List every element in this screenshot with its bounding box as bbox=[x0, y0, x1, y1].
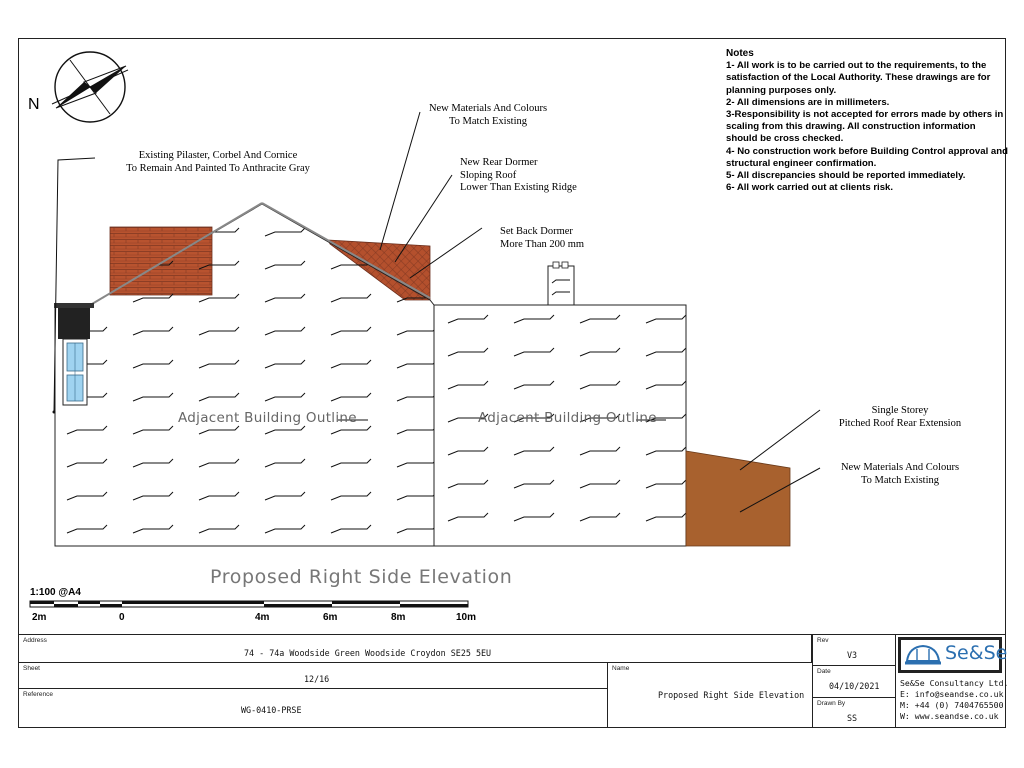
outline-label-right: Adjacent Building Outline bbox=[478, 410, 657, 426]
note-item: 3-Responsibility is not accepted for errors made by others in scaling from this drawing. All construction information should be cross checked. bbox=[726, 109, 1004, 145]
elevation-title: Proposed Right Side Elevation bbox=[210, 566, 513, 588]
note-item: 5- All discrepancies should be reported immediately. bbox=[726, 170, 966, 182]
callout-dormer bbox=[460, 157, 577, 195]
reference-label: Reference bbox=[23, 691, 53, 698]
callout-line: New Rear Dormer bbox=[460, 157, 538, 168]
company-phone: M: +44 (0) 7404765500 bbox=[900, 700, 1004, 710]
scale-tick-label: 10m bbox=[456, 612, 477, 623]
north-label: N bbox=[28, 96, 40, 113]
drawn-label: Drawn By bbox=[817, 700, 846, 707]
company-web: W: www.seandse.co.uk bbox=[900, 711, 999, 721]
name-cell bbox=[607, 662, 813, 728]
callout-line: To Remain And Painted To Anthracite Gray bbox=[126, 162, 310, 174]
company-name: Se&Se Consultancy Ltd. bbox=[900, 678, 1009, 688]
sheet-label: Sheet bbox=[23, 665, 40, 672]
callout-line: To Match Existing bbox=[448, 115, 527, 127]
rev-label: Rev bbox=[817, 637, 829, 644]
outline-label-left: Adjacent Building Outline bbox=[178, 410, 357, 426]
scale-tick-label: 4m bbox=[255, 612, 270, 623]
callout-line: Single Storey bbox=[871, 405, 929, 416]
reference-cell bbox=[18, 688, 608, 728]
note-item: 4- No construction work before Building Control approval and structural engineer confirmation. bbox=[726, 145, 1008, 169]
scale-tick-label: 8m bbox=[391, 612, 406, 623]
reference-value: WG-0410-PRSE bbox=[241, 705, 302, 715]
title-block bbox=[18, 634, 1009, 728]
callout-pilaster bbox=[100, 150, 336, 175]
logo-text: Se&Se bbox=[945, 642, 1008, 664]
name-label: Name bbox=[612, 665, 630, 672]
drawn-value: SS bbox=[847, 713, 858, 723]
callout-line: Set Back Dormer bbox=[500, 226, 573, 237]
callout-line: More Than 200 mm bbox=[500, 238, 585, 250]
company-logo bbox=[898, 637, 1008, 673]
callout-line: Sloping Roof bbox=[460, 169, 517, 181]
scale-tick-label: 2m bbox=[32, 612, 47, 623]
drawn-cell bbox=[812, 697, 896, 728]
callout-line: Existing Pilaster, Corbel And Cornice bbox=[138, 150, 298, 161]
rev-cell bbox=[812, 634, 896, 666]
name-value: Proposed Right Side Elevation bbox=[658, 690, 805, 700]
rev-value: V3 bbox=[847, 650, 858, 660]
note-item: 6- All work carried out at clients risk. bbox=[726, 182, 894, 194]
callout-extension bbox=[822, 405, 978, 430]
callout-materials-top bbox=[414, 103, 562, 128]
date-value: 04/10/2021 bbox=[829, 681, 880, 691]
notes-title: Notes bbox=[726, 48, 754, 59]
note-item: 2- All dimensions are in millimeters. bbox=[726, 96, 890, 108]
sheet-cell bbox=[18, 662, 608, 689]
scale-ratio: 1:100 @A4 bbox=[30, 587, 81, 598]
address-label: Address bbox=[23, 637, 47, 644]
notes-panel bbox=[726, 48, 1008, 194]
address-value: 74 - 74a Woodside Green Woodside Croydon SE25 5EU bbox=[244, 648, 492, 658]
sheet-value: 12/16 bbox=[304, 674, 330, 684]
note-item: 1- All work is to be carried out to the requirements, to the satisfaction of the Local Authority. These drawings are for planning purposes only. bbox=[726, 60, 991, 96]
helmet-icon bbox=[903, 641, 943, 671]
address-cell bbox=[18, 634, 812, 663]
callout-line: To Match Existing bbox=[860, 474, 939, 486]
callout-materials-ext bbox=[822, 462, 978, 487]
scale-tick-label: 0 bbox=[119, 612, 125, 623]
date-cell bbox=[812, 665, 896, 698]
callout-line: New Materials And Colours bbox=[428, 103, 548, 114]
callout-line: New Materials And Colours bbox=[840, 462, 960, 473]
company-details bbox=[900, 678, 1008, 722]
north-compass-icon bbox=[52, 52, 128, 122]
date-label: Date bbox=[817, 668, 831, 675]
scale-bar bbox=[30, 601, 468, 607]
callout-setback bbox=[500, 226, 584, 251]
callout-line: Lower Than Existing Ridge bbox=[460, 182, 577, 193]
scale-tick-label: 6m bbox=[323, 612, 338, 623]
company-email: E: info@seandse.co.uk bbox=[900, 689, 1004, 699]
callout-line: Pitched Roof Rear Extension bbox=[838, 417, 962, 429]
